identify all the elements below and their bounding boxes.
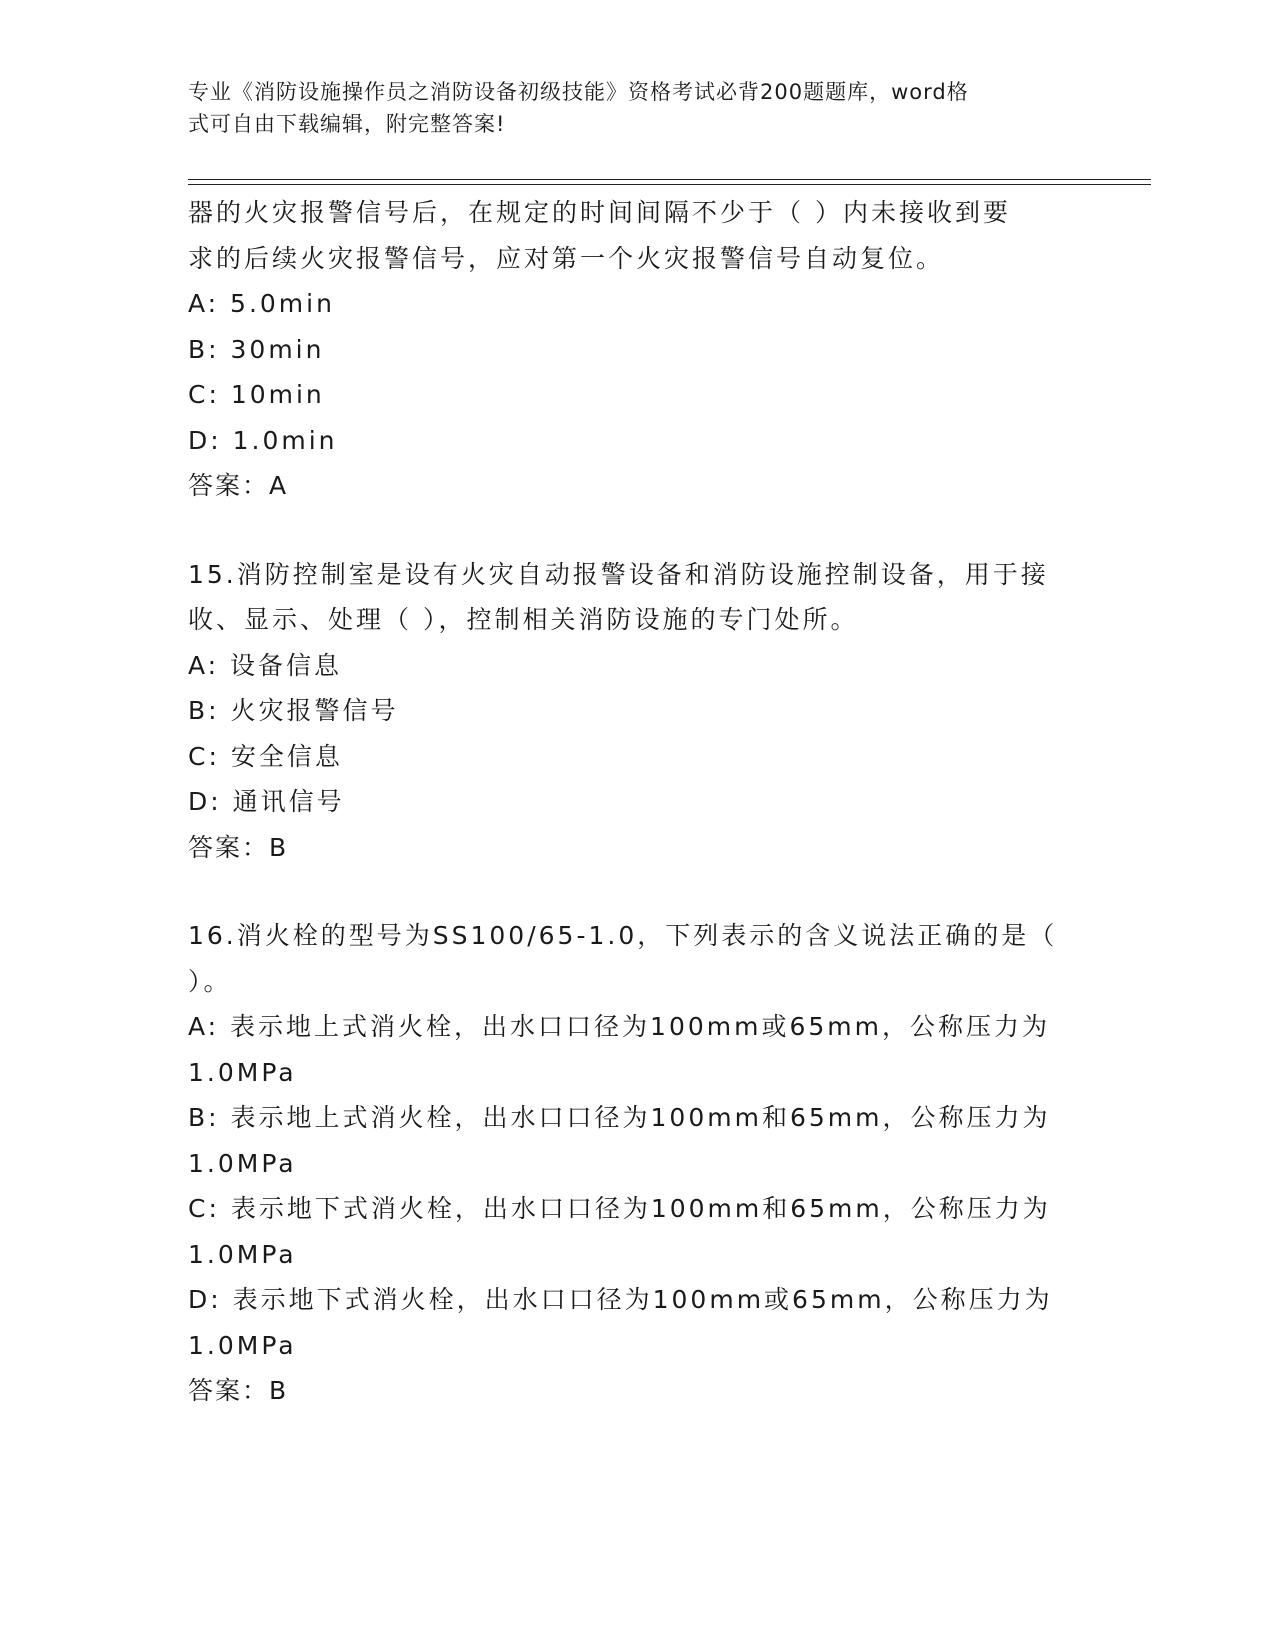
question-16-answer: 答案：B bbox=[188, 1376, 289, 1405]
question-14 bbox=[188, 190, 1088, 509]
question-14-stem-line-1: 器的火灾报警信号后，在规定的时间间隔不少于（ ）内未接收到要 bbox=[188, 198, 1011, 227]
question-14-stem-line-2: 求的后续火灾报警信号，应对第一个火灾报警信号自动复位。 bbox=[188, 243, 945, 273]
question-14-answer: 答案：A bbox=[188, 471, 289, 500]
document-header bbox=[188, 76, 1068, 140]
question-16-stem-line-2: ）。 bbox=[188, 966, 232, 996]
question-16-stem-line-1: 16.消火栓的型号为SS100/65-1.0，下列表示的含义说法正确的是（ bbox=[188, 921, 1058, 950]
question-16-option-d: D: 表示地下式消火栓，出水口口径为100mm或65mm，公称压力为 bbox=[188, 1285, 1053, 1314]
question-16-option-c-continued: 1.0MPa bbox=[188, 1239, 297, 1269]
header-divider-bottom bbox=[188, 184, 1151, 185]
header-divider-top bbox=[188, 179, 1151, 180]
question-spacer bbox=[188, 870, 1088, 913]
question-15-option-c: C: 安全信息 bbox=[188, 741, 343, 771]
question-16-option-a: A: 表示地上式消火栓，出水口口径为100mm或65mm，公称压力为 bbox=[188, 1012, 1050, 1041]
question-14-option-a: A: 5.0min bbox=[188, 289, 335, 318]
question-16-option-b-continued: 1.0MPa bbox=[188, 1148, 297, 1178]
question-spacer bbox=[188, 509, 1088, 552]
question-15-stem-line-1: 15.消防控制室是设有火灾自动报警设备和消防设施控制设备，用于接 bbox=[188, 559, 1049, 589]
question-16-option-d-continued: 1.0MPa bbox=[188, 1330, 297, 1360]
question-16-option-a-continued: 1.0MPa bbox=[188, 1057, 297, 1087]
question-15-answer: 答案：B bbox=[188, 832, 289, 862]
question-15-stem-line-2: 收、显示、处理（ ），控制相关消防设施的专门处所。 bbox=[188, 605, 859, 634]
header-line-2: 式可自由下载编辑，附完整答案! bbox=[188, 112, 506, 136]
question-14-option-d: D: 1.0min bbox=[188, 425, 338, 455]
question-16-option-b: B: 表示地上式消火栓，出水口口径为100mm和65mm，公称压力为 bbox=[188, 1103, 1051, 1132]
question-14-option-b: B: 30min bbox=[188, 334, 325, 364]
question-15-option-b: B: 火灾报警信号 bbox=[188, 696, 399, 725]
question-14-option-c: C: 10min bbox=[188, 380, 325, 409]
question-content bbox=[188, 190, 1088, 1414]
question-16-option-c: C: 表示地下式消火栓，出水口口径为100mm和65mm，公称压力为 bbox=[188, 1194, 1051, 1223]
question-15 bbox=[188, 552, 1088, 871]
question-15-option-d: D: 通讯信号 bbox=[188, 787, 345, 816]
question-16 bbox=[188, 913, 1088, 1414]
header-line-1: 专业《消防设施操作员之消防设备初级技能》资格考试必背200题题库，word格 bbox=[188, 80, 969, 104]
question-15-option-a: A: 设备信息 bbox=[188, 650, 343, 680]
